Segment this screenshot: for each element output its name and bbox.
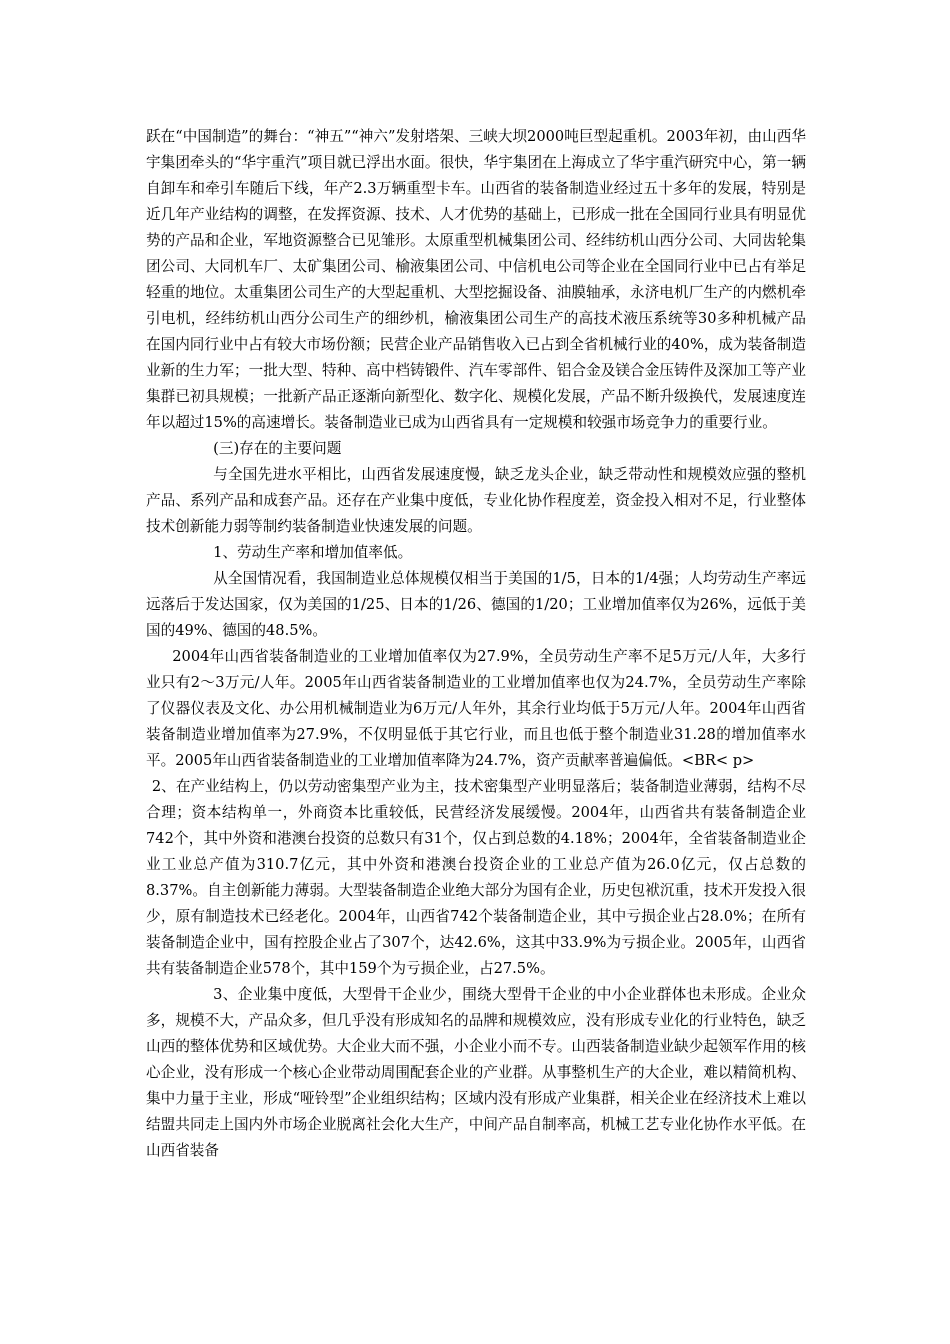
paragraph-comparison: 与全国先进水平相比，山西省发展速度慢，缺乏龙头企业，缺乏带动性和规模效应强的整机产品、系列产品和成套产品。还存在产业集中度低，专业化协作程度差，资金投入相对不足，行业整体技术创新能力弱等制约装备制造业快速发展的问题。	[146, 466, 806, 535]
document-body	[146, 124, 806, 1164]
subheading-productivity: 1、劳动生产率和增加值率低。	[213, 544, 413, 561]
paragraph-continuation: 跃在“中国制造”的舞台：“神五”“神六”发射塔架、三峡大坝2000吨巨型起重机。2003年初，由山西华宇集团牵头的“华宇重汽”项目就已浮出水面。很快，华宇集团在上海成立了华宇重汽研究中心，第一辆自卸车和牵引车随后下线，年产2.3万辆重型卡车。山西省的装备制造业经过五十多年的发展，特别是近几年产业结构的调整，在发挥资源、技术、人才优势的基础上，已形成一批在全国同行业具有明显优势的产品和企业，军地资源整合已见雏形。太原重型机械集团公司、经纬纺机山西分公司、大同齿轮集团公司、大同机车厂、太矿集团公司、榆液集团公司、中信机电公司等企业在全国同行业中已占有举足轻重的地位。太重集团公司生产的大型起重机、大型挖掘设备、油膜轴承，永济电机厂生产的内燃机牵引电机，经纬纺机山西分公司生产的细纱机，榆液集团公司生产的高技术液压系统等30多种机械产品在国内同行业中占有较大市场份额；民营企业产品销售收入已占到全省机械行业的40%，成为装备制造业新的生力军；一批大型、特种、高中档铸锻件、汽车零部件、铝合金及镁合金压铸件及深加工等产业集群已初具规模；一批新产品正逐渐向新型化、数字化、规模化发展，产品不断升级换代，发展速度连年以超过15%的高速增长。装备制造业已成为山西省具有一定规模和较强市场竞争力的重要行业。	[146, 128, 806, 431]
paragraph-shanxi-value-added: 2004年山西省装备制造业的工业增加值率仅为27.9%，全员劳动生产率不足5万元/人年，大多行业只有2～3万元/人年。2005年山西省装备制造业的工业增加值率也仅为24.7%，全员劳动生产率除了仪器仪表及文化、办公用机械制造业为6万元/人年外，其余行业均低于5万元/人年。2004年山西省装备制造业增加值率为27.9%，不仅明显低于其它行业，而且也低于整个制造业31.28的增加值率水平。2005年山西省装备制造业的工业增加值率降为24.7%，资产贡献率普遍偏低。<BR< p>	[146, 648, 806, 769]
paragraph-industry-structure: 2、在产业结构上，仍以劳动密集型产业为主，技术密集型产业明显落后；装备制造业薄弱，结构不尽合理；资本结构单一，外商资本比重较低，民营经济发展缓慢。2004年，山西省共有装备制造企业742个，其中外资和港澳台投资的总数只有31个，仅占到总数的4.18%；2004年，全省装备制造业企业工业总产值为310.7亿元，其中外资和港澳台投资企业的工业总产值为26.0亿元，仅占总数的8.37%。自主创新能力薄弱。大型装备制造企业绝大部分为国有企业，历史包袱沉重，技术开发投入很少，原有制造技术已经老化。2004年，山西省742个装备制造企业，其中亏损企业占28.0%；在所有装备制造企业中，国有控股企业占了307个，达42.6%，这其中33.9%为亏损企业。2005年，山西省共有装备制造企业578个，其中159个为亏损企业，占27.5%。	[146, 778, 806, 977]
paragraph-national-situation: 从全国情况看，我国制造业总体规模仅相当于美国的1/5，日本的1/4强；人均劳动生产率远远落后于发达国家，仅为美国的1/25、日本的1/26、德国的1/20；工业增加值率仅为26%，远低于美国的49%、德国的48.5%。	[146, 570, 806, 639]
paragraph-concentration: 3、企业集中度低，大型骨干企业少，围绕大型骨干企业的中小企业群体也未形成。企业众多，规模不大，产品众多，但几乎没有形成知名的品牌和规模效应，没有形成专业化的行业特色，缺乏山西的整体优势和区域优势。大企业大而不强，小企业小而不专。山西装备制造业缺少起领军作用的核心企业，没有形成一个核心企业带动周围配套企业的产业群。从事整机生产的大企业，难以精简机构、集中力量于主业，形成“哑铃型”企业组织结构；区域内没有形成产业集群，相关企业在经济技术上难以结盟共同走上国内外市场企业脱离社会化大生产，中间产品自制率高，机械工艺专业化协作水平低。在山西省装备	[146, 986, 806, 1159]
section-heading-problems: (三)存在的主要问题	[213, 440, 342, 457]
